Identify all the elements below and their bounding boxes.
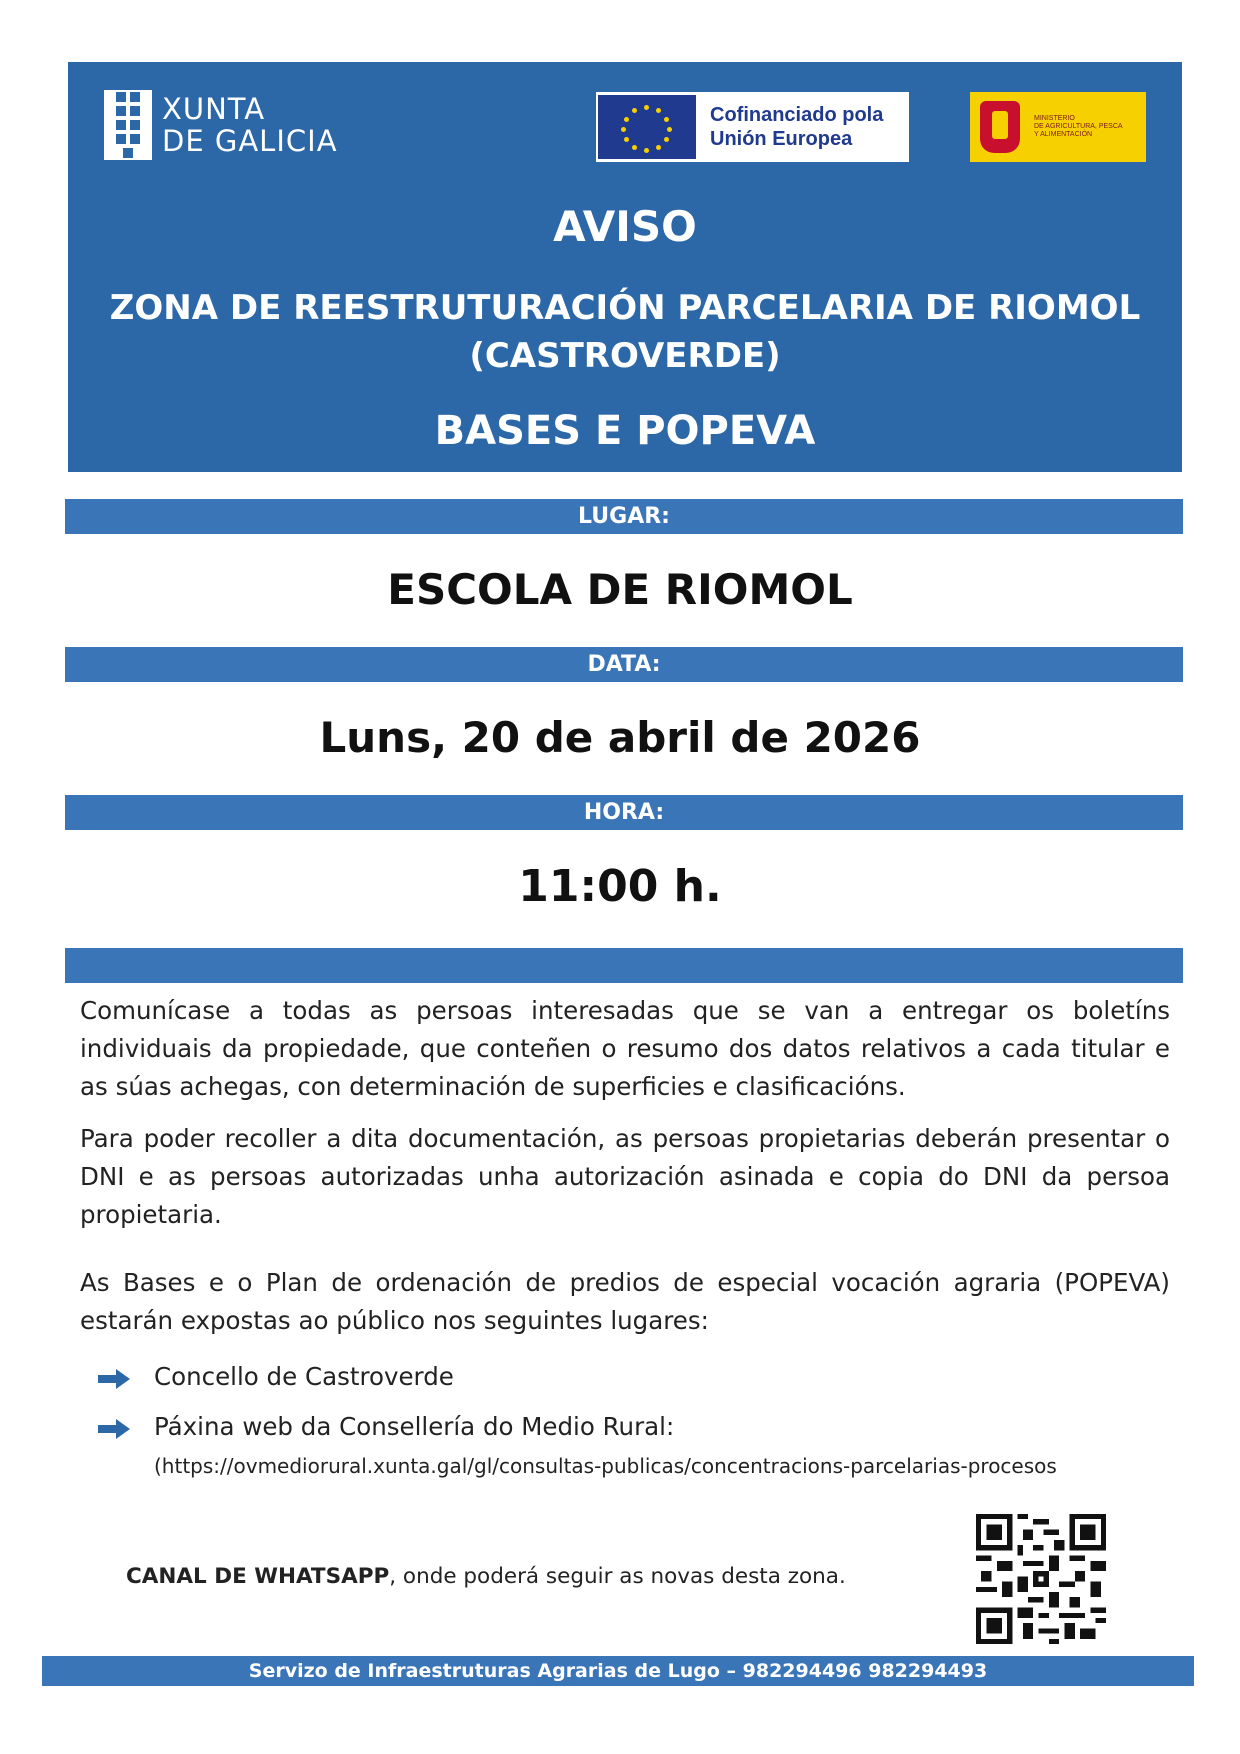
lugar-bar: LUGAR: (65, 499, 1183, 534)
whatsapp-channel-text (126, 1564, 846, 1589)
hora-value: 11:00 h. (518, 861, 722, 912)
paragraph-bases: As Bases e o Plan de ordenación de predios de especial vocación agraria (POPEVA) estarán expostas ao público nos seguintes lugares: (80, 1268, 1170, 1335)
paragraph-boletins: Comunícase a todas as persoas interesadas que se van a entregar os boletíns individuais da propiedade, que conteñen o resumo dos datos relativos a cada titular e as súas achegas, con determinación de superficies e clasificacións. (80, 996, 1170, 1101)
data-value: Luns, 20 de abril de 2026 (319, 713, 921, 762)
bullet-paxina-web: Páxina web da Consellería do Medio Rural: (154, 1412, 675, 1441)
arrow-right-icon (98, 1418, 132, 1440)
xunta-shield-icon (104, 90, 152, 160)
whatsapp-label: CANAL DE WHATSAPP (126, 1564, 390, 1589)
whatsapp-description: , onde poderá seguir as novas desta zona. (389, 1564, 846, 1589)
ministry-line1: MINISTERIO (1034, 115, 1075, 122)
header-banner (68, 62, 1182, 472)
eu-cofinancing-logo (596, 92, 909, 162)
qr-code-icon[interactable] (976, 1514, 1106, 1644)
list-item (98, 1362, 454, 1391)
ministry-logo (970, 92, 1146, 162)
zona-title (68, 284, 1182, 380)
arrow-right-icon (98, 1368, 132, 1390)
xunta-line1: XUNTA (162, 92, 266, 126)
bases-title: BASES E POPEVA (434, 408, 816, 454)
ministry-line3: Y ALIMENTACIÓN (1034, 131, 1093, 138)
ministry-line2: DE AGRICULTURA, PESCA (1034, 123, 1123, 130)
lugar-value: ESCOLA DE RIOMOL (387, 565, 853, 614)
xunta-logo (104, 90, 338, 160)
aviso-title: AVISO (553, 202, 697, 251)
zona-line1: ZONA DE REESTRUTURACIÓN PARCELARIA DE RIOMOL (109, 288, 1141, 328)
eu-line1: Cofinanciado pola (710, 104, 884, 126)
consultas-url-link[interactable]: (https://ovmediorural.xunta.gal/gl/consultas-publicas/concentracions-parcelarias-procesos (154, 1454, 1057, 1478)
data-bar: DATA: (65, 647, 1183, 682)
paragraph-recoller: Para poder recoller a dita documentación, as persoas propietarias deberán presentar o DNI e as persoas autorizadas unha autorización asinada e copia do DNI da persoa propietaria. (80, 1124, 1170, 1229)
zona-line2: (CASTROVERDE) (469, 336, 781, 376)
footer-contact-bar: Servizo de Infraestruturas Agrarias de Lugo – 982294496 982294493 (42, 1656, 1194, 1686)
xunta-line2: DE GALICIA (162, 124, 338, 158)
bullet-concello: Concello de Castroverde (154, 1362, 454, 1391)
spain-crest-icon (980, 101, 1020, 153)
eu-flag-icon (598, 95, 696, 159)
eu-line2: Unión Europea (710, 128, 853, 150)
hora-bar: HORA: (65, 795, 1183, 830)
list-item (98, 1412, 674, 1441)
separator-bar (65, 948, 1183, 983)
